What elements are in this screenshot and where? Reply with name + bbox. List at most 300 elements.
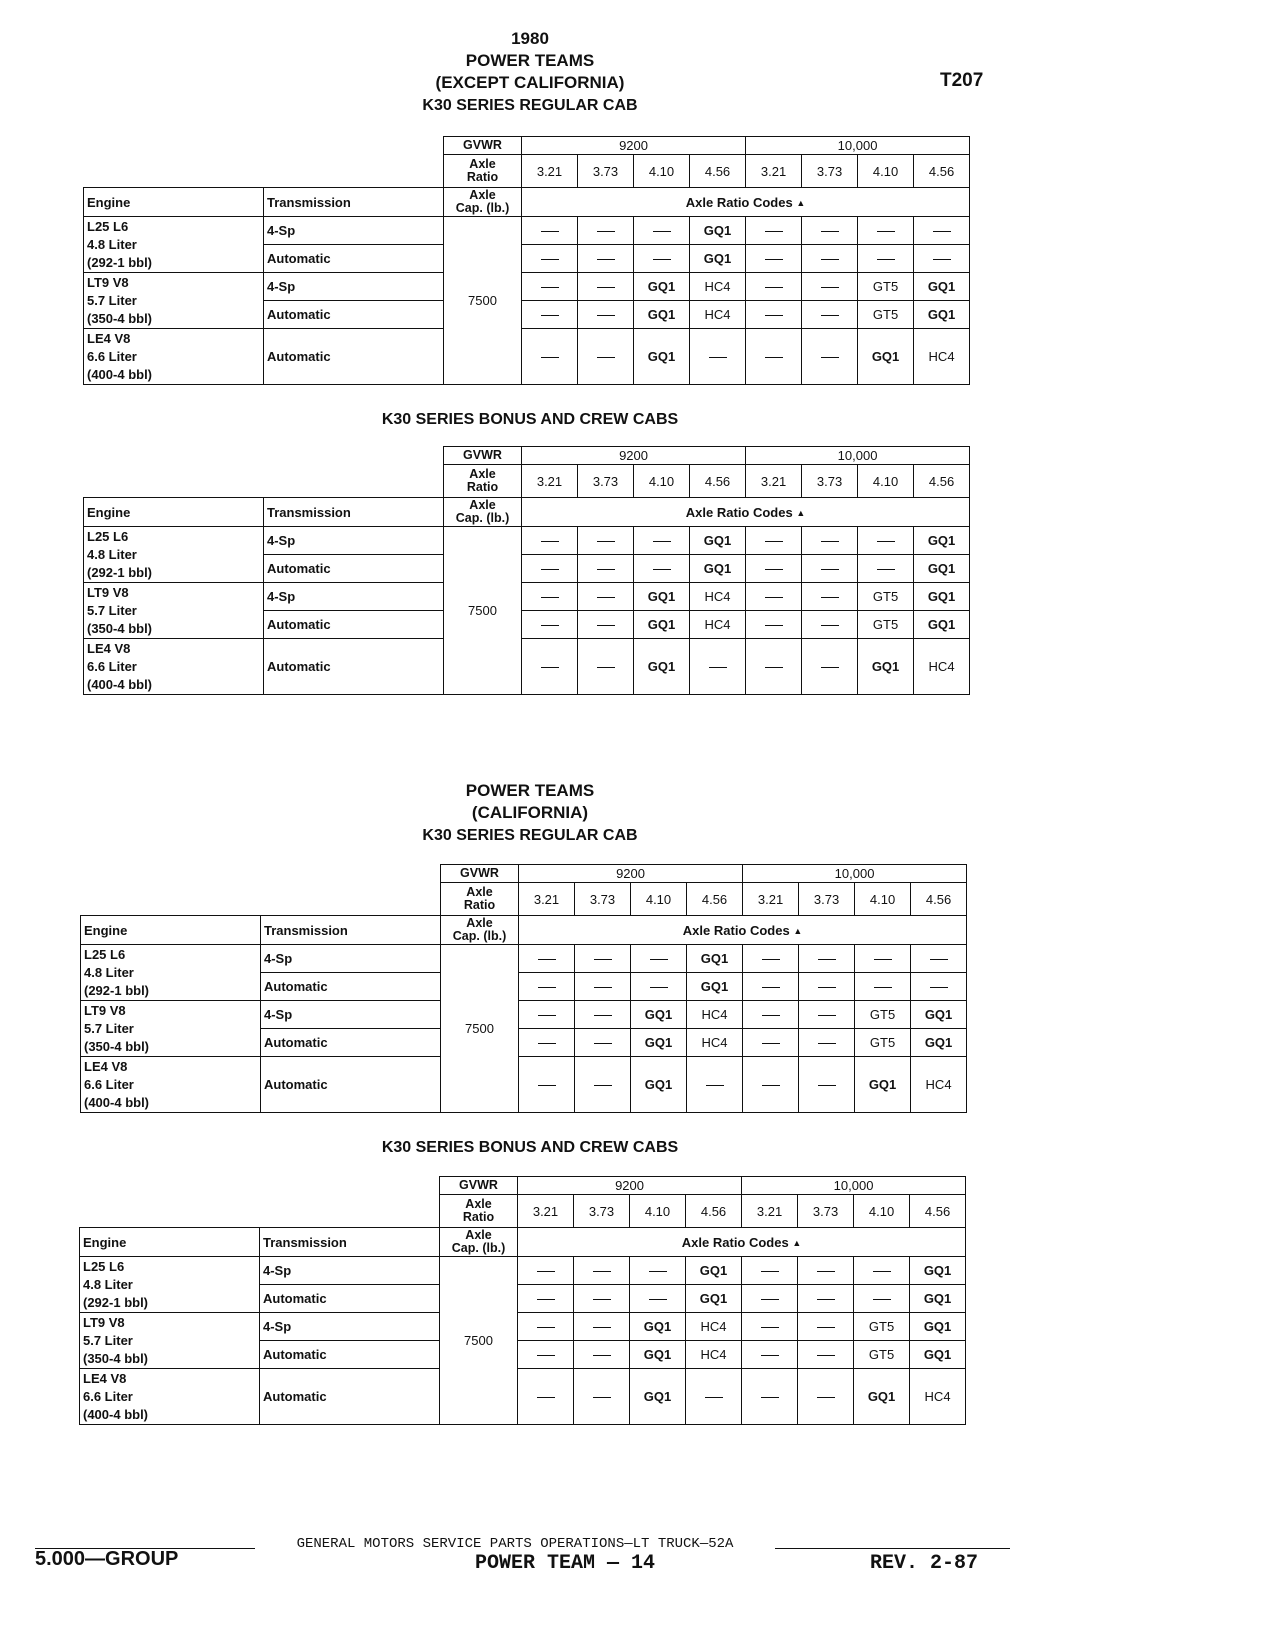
engine-code: LE4 V8 [87,331,131,346]
not-available-dash [578,273,634,301]
engine-code: LT9 V8 [87,275,129,290]
axle-code-cell: GQ1 [914,527,970,555]
not-available-dash [802,583,858,611]
table-row [80,1313,966,1341]
axle-code-cell: GT5 [858,301,914,329]
axle-code-cell: GQ1 [634,329,690,385]
axle-ratio-value: 4.56 [686,1195,742,1228]
not-available-dash [855,973,911,1001]
axle-code-cell: GQ1 [858,639,914,695]
axle-cap-value: 7500 [444,217,522,385]
axle-ratio-value: 4.10 [858,465,914,498]
not-available-dash [746,639,802,695]
not-available-dash [854,1257,910,1285]
table-row [80,1369,966,1425]
engine-code: LE4 V8 [87,641,131,656]
not-available-dash [858,555,914,583]
engine-cid: (350-4 bbl) [84,1039,150,1054]
page-id: T207 [940,70,984,91]
engine-displacement: 6.6 Liter [87,659,137,674]
axle-code-cell: HC4 [686,1313,742,1341]
axle-code-cell: GQ1 [911,1001,967,1029]
blank-cell [84,465,444,498]
california-line: (CALIFORNIA) [471,803,589,822]
triangle-icon: ▲ [792,1237,802,1248]
axle-ratio-line: Axle [469,157,496,171]
not-available-dash [799,973,855,1001]
not-available-dash [742,1285,798,1313]
transmission-cell: Automatic [264,245,444,273]
engine-code: L25 L6 [87,529,129,544]
power-team-table [79,1176,966,1425]
axle-ratio-value: 4.10 [631,883,687,916]
not-available-dash [518,1285,574,1313]
axle-ratio-line: Axle [465,1197,492,1211]
axle-ratio-label [444,155,522,188]
table-row [81,945,967,973]
engine-cell [81,945,261,1001]
axle-code-cell: GQ1 [634,301,690,329]
axle-ratio-value: 4.10 [855,883,911,916]
axle-ratio-value: 4.10 [634,465,690,498]
transmission-cell: Automatic [264,555,444,583]
axle-code-cell: HC4 [690,583,746,611]
transmission-cell: Automatic [261,1029,441,1057]
not-available-dash [519,973,575,1001]
engine-cid: (350-4 bbl) [83,1351,149,1366]
not-available-dash [630,1285,686,1313]
axle-cap-line: Cap. (lb.) [455,511,510,525]
engine-cid: (292-1 bbl) [83,1295,149,1310]
not-available-dash [574,1257,630,1285]
not-available-dash [575,973,631,1001]
not-available-dash [802,329,858,385]
axle-code-cell: GQ1 [690,245,746,273]
axle-cap-label [440,1228,518,1257]
axle-ratio-value: 3.73 [799,883,855,916]
axle-cap-line: Axle [466,916,493,930]
axle-code-cell: GT5 [854,1313,910,1341]
not-available-dash [799,1029,855,1057]
axle-code-cell: GQ1 [631,1001,687,1029]
table-row [84,329,970,385]
california-heading [330,780,730,824]
engine-cell [84,217,264,273]
axle-ratio-value: 3.73 [578,155,634,188]
transmission-header: Transmission [264,188,444,217]
power-team-table [83,136,970,385]
table-row [84,217,970,245]
not-available-dash [522,555,578,583]
not-available-dash [858,527,914,555]
axle-cap-label [441,916,519,945]
gvwr-10000: 10,000 [743,865,967,883]
not-available-dash [518,1369,574,1425]
table-title: K30 SERIES REGULAR CAB [422,827,638,844]
axle-ratio-value: 3.21 [519,883,575,916]
axle-ratio-value: 3.21 [746,465,802,498]
power-team-table [83,446,970,695]
not-available-dash [575,1057,631,1113]
axle-code-cell: HC4 [914,639,970,695]
engine-displacement: 5.7 Liter [87,293,137,308]
axle-ratio-value: 3.21 [522,155,578,188]
not-available-dash [746,273,802,301]
engine-code: LT9 V8 [87,585,129,600]
not-available-dash [799,1057,855,1113]
axle-ratio-line: Axle [469,467,496,481]
axle-ratio-label [441,883,519,916]
engine-displacement: 6.6 Liter [87,349,137,364]
axle-code-cell: GQ1 [914,555,970,583]
not-available-dash [522,527,578,555]
axle-cap-value: 7500 [441,945,519,1113]
gvwr-10000: 10,000 [746,137,970,155]
axle-ratio-value: 4.56 [690,465,746,498]
transmission-cell: 4-Sp [264,527,444,555]
axle-code-cell: GQ1 [686,1257,742,1285]
engine-cell [81,1057,261,1113]
not-available-dash [802,527,858,555]
axle-cap-value: 7500 [440,1257,518,1425]
gvwr-label: GVWR [444,137,522,155]
transmission-cell: Automatic [260,1341,440,1369]
not-available-dash [746,583,802,611]
table-row [84,639,970,695]
not-available-dash [522,583,578,611]
not-available-dash [522,329,578,385]
engine-cid: (400-4 bbl) [83,1407,149,1422]
engine-cid: (292-1 bbl) [87,565,153,580]
engine-cid: (350-4 bbl) [87,621,153,636]
not-available-dash [743,1001,799,1029]
transmission-cell: Automatic [260,1369,440,1425]
transmission-cell: 4-Sp [260,1257,440,1285]
not-available-dash [802,611,858,639]
gvwr-9200: 9200 [519,865,743,883]
axle-ratio-value: 4.10 [858,155,914,188]
engine-header: Engine [84,498,264,527]
not-available-dash [575,1029,631,1057]
not-available-dash [743,973,799,1001]
blank-cell [84,447,444,465]
axle-cap-line: Cap. (lb.) [455,201,510,215]
axle-cap-line: Axle [465,1228,492,1242]
axle-code-cell: GQ1 [914,611,970,639]
axle-code-cell: GQ1 [630,1313,686,1341]
axle-code-cell: GQ1 [631,1029,687,1057]
axle-code-cell: HC4 [690,301,746,329]
not-available-dash [631,945,687,973]
transmission-header: Transmission [264,498,444,527]
not-available-dash [746,217,802,245]
axle-code-cell: GQ1 [634,639,690,695]
gvwr-9200: 9200 [522,137,746,155]
not-available-dash [798,1313,854,1341]
axle-ratio-line: Ratio [462,1210,495,1224]
axle-ratio-label [444,465,522,498]
engine-cid: (292-1 bbl) [87,255,153,270]
not-available-dash [690,329,746,385]
engine-cell [84,639,264,695]
axle-code-cell: GQ1 [634,273,690,301]
not-available-dash [742,1313,798,1341]
not-available-dash [798,1341,854,1369]
not-available-dash [746,555,802,583]
axle-code-cell: GQ1 [630,1369,686,1425]
not-available-dash [743,1057,799,1113]
not-available-dash [914,217,970,245]
blank-cell [80,1177,440,1195]
axle-cap-value: 7500 [444,527,522,695]
axle-ratio-value: 3.21 [746,155,802,188]
axle-ratio-line: Ratio [466,170,499,184]
year-heading: 1980 [511,29,549,48]
engine-displacement: 5.7 Liter [83,1333,133,1348]
not-available-dash [634,217,690,245]
not-available-dash [522,217,578,245]
axle-code-cell: GT5 [854,1341,910,1369]
transmission-cell: Automatic [264,611,444,639]
axle-ratio-value: 3.73 [574,1195,630,1228]
transmission-cell: Automatic [260,1285,440,1313]
engine-displacement: 4.8 Liter [87,547,137,562]
axle-code-cell: GQ1 [914,583,970,611]
not-available-dash [855,945,911,973]
axle-ratio-codes-header [522,498,970,527]
engine-cid: (400-4 bbl) [87,677,153,692]
table-title: K30 SERIES BONUS AND CREW CABS [381,411,679,428]
not-available-dash [578,329,634,385]
table-row [80,1257,966,1285]
axle-code-cell: GT5 [858,273,914,301]
not-available-dash [522,273,578,301]
axle-code-cell: HC4 [690,611,746,639]
axle-code-cell: GQ1 [914,273,970,301]
not-available-dash [690,639,746,695]
axle-code-cell: GQ1 [631,1057,687,1113]
triangle-icon: ▲ [793,925,803,936]
not-available-dash [519,1057,575,1113]
not-available-dash [911,973,967,1001]
not-available-dash [575,1001,631,1029]
axle-code-cell: GQ1 [910,1313,966,1341]
footer-publisher: GENERAL MOTORS SERVICE PARTS OPERATIONS—LT TRUCK—52A [255,1536,775,1552]
axle-cap-line: Axle [469,498,496,512]
axle-ratio-value: 3.73 [798,1195,854,1228]
transmission-header: Transmission [261,916,441,945]
not-available-dash [578,555,634,583]
axle-code-cell: GQ1 [854,1369,910,1425]
axle-code-cell: GT5 [855,1029,911,1057]
axle-cap-label [444,188,522,217]
axle-ratio-value: 4.56 [687,883,743,916]
triangle-icon: ▲ [796,507,806,518]
not-available-dash [798,1257,854,1285]
engine-code: LE4 V8 [84,1059,128,1074]
axle-code-cell: GQ1 [686,1285,742,1313]
axle-ratio-line: Ratio [463,898,496,912]
not-available-dash [634,245,690,273]
engine-cell [80,1369,260,1425]
engine-code: L25 L6 [83,1259,125,1274]
transmission-cell: 4-Sp [261,945,441,973]
axle-ratio-value: 4.56 [914,465,970,498]
engine-cell [84,583,264,639]
axle-code-cell: HC4 [911,1057,967,1113]
axle-code-cell: HC4 [687,1029,743,1057]
axle-cap-label [444,498,522,527]
engine-cid: (350-4 bbl) [87,311,153,326]
not-available-dash [578,301,634,329]
axle-code-cell: GQ1 [690,555,746,583]
not-available-dash [746,329,802,385]
not-available-dash [634,527,690,555]
transmission-cell: 4-Sp [264,273,444,301]
axle-ratio-value: 3.73 [578,465,634,498]
gvwr-label: GVWR [444,447,522,465]
axle-ratio-value: 4.56 [910,1195,966,1228]
axle-ratio-codes-text: Axle Ratio Codes [685,504,793,520]
axle-ratio-value: 4.56 [914,155,970,188]
not-available-dash [630,1257,686,1285]
not-available-dash [574,1369,630,1425]
engine-code: L25 L6 [87,219,129,234]
axle-ratio-codes-text: Axle Ratio Codes [685,194,793,210]
engine-cell [80,1257,260,1313]
engine-displacement: 4.8 Liter [87,237,137,252]
not-available-dash [522,245,578,273]
not-available-dash [634,555,690,583]
title-heading: POWER TEAMS [465,51,595,70]
axle-ratio-value: 3.21 [522,465,578,498]
engine-code: LT9 V8 [84,1003,126,1018]
triangle-icon: ▲ [796,197,806,208]
not-available-dash [743,945,799,973]
not-available-dash [802,555,858,583]
gvwr-label: GVWR [441,865,519,883]
transmission-cell: Automatic [264,301,444,329]
not-available-dash [575,945,631,973]
axle-code-cell: GQ1 [630,1341,686,1369]
axle-cap-line: Cap. (lb.) [452,929,507,943]
axle-code-cell: GT5 [858,583,914,611]
engine-cid: (400-4 bbl) [84,1095,150,1110]
axle-code-cell: GT5 [855,1001,911,1029]
power-team-table [80,864,967,1113]
axle-code-cell: HC4 [690,273,746,301]
axle-code-cell: GQ1 [690,217,746,245]
not-available-dash [799,945,855,973]
footer-group: 5.000—GROUP [35,1548,179,1570]
axle-ratio-line: Axle [466,885,493,899]
table-row [84,527,970,555]
axle-code-cell: HC4 [914,329,970,385]
engine-cid: (292-1 bbl) [84,983,150,998]
table-row [81,1057,967,1113]
transmission-cell: 4-Sp [261,1001,441,1029]
axle-code-cell: GQ1 [910,1257,966,1285]
gvwr-9200: 9200 [522,447,746,465]
axle-ratio-value: 3.73 [575,883,631,916]
axle-ratio-value: 4.10 [854,1195,910,1228]
axle-ratio-label [440,1195,518,1228]
axle-code-cell: GQ1 [690,527,746,555]
not-available-dash [858,217,914,245]
engine-cell [84,527,264,583]
not-available-dash [578,527,634,555]
transmission-header: Transmission [260,1228,440,1257]
table-title: K30 SERIES REGULAR CAB [422,97,638,114]
gvwr-label: GVWR [440,1177,518,1195]
axle-code-cell: GQ1 [687,945,743,973]
not-available-dash [522,639,578,695]
not-available-dash [519,945,575,973]
axle-ratio-value: 3.21 [742,1195,798,1228]
not-available-dash [798,1369,854,1425]
axle-ratio-value: 4.10 [634,155,690,188]
axle-code-cell: HC4 [910,1369,966,1425]
axle-ratio-codes-text: Axle Ratio Codes [682,922,790,938]
axle-ratio-codes-header [522,188,970,217]
table-row [84,583,970,611]
axle-code-cell: GQ1 [858,329,914,385]
not-available-dash [746,301,802,329]
axle-ratio-value: 3.73 [802,465,858,498]
not-available-dash [746,527,802,555]
not-available-dash [522,301,578,329]
except-california-heading: (EXCEPT CALIFORNIA) [435,73,625,92]
not-available-dash [518,1313,574,1341]
not-available-dash [578,639,634,695]
not-available-dash [743,1029,799,1057]
axle-code-cell: HC4 [686,1341,742,1369]
not-available-dash [742,1257,798,1285]
engine-cell [84,329,264,385]
not-available-dash [578,583,634,611]
not-available-dash [858,245,914,273]
axle-code-cell: GQ1 [634,583,690,611]
blank-cell [81,865,441,883]
not-available-dash [574,1313,630,1341]
engine-code: LT9 V8 [83,1315,125,1330]
not-available-dash [746,245,802,273]
transmission-cell: 4-Sp [260,1313,440,1341]
table-row [81,1001,967,1029]
not-available-dash [519,1001,575,1029]
axle-ratio-codes-header [518,1228,966,1257]
axle-code-cell: GQ1 [855,1057,911,1113]
not-available-dash [574,1285,630,1313]
blank-cell [84,155,444,188]
table-title: K30 SERIES BONUS AND CREW CABS [381,1139,679,1156]
not-available-dash [802,245,858,273]
transmission-cell: 4-Sp [264,217,444,245]
page-heading [330,28,730,94]
not-available-dash [742,1369,798,1425]
axle-cap-line: Cap. (lb.) [451,1241,506,1255]
axle-ratio-value: 4.56 [911,883,967,916]
axle-code-cell: GQ1 [687,973,743,1001]
engine-header: Engine [81,916,261,945]
axle-code-cell: GQ1 [634,611,690,639]
axle-code-cell: GQ1 [910,1285,966,1313]
engine-displacement: 4.8 Liter [83,1277,133,1292]
transmission-cell: Automatic [264,639,444,695]
engine-cell [81,1001,261,1057]
transmission-cell: Automatic [261,973,441,1001]
california-title: POWER TEAMS [465,781,595,800]
